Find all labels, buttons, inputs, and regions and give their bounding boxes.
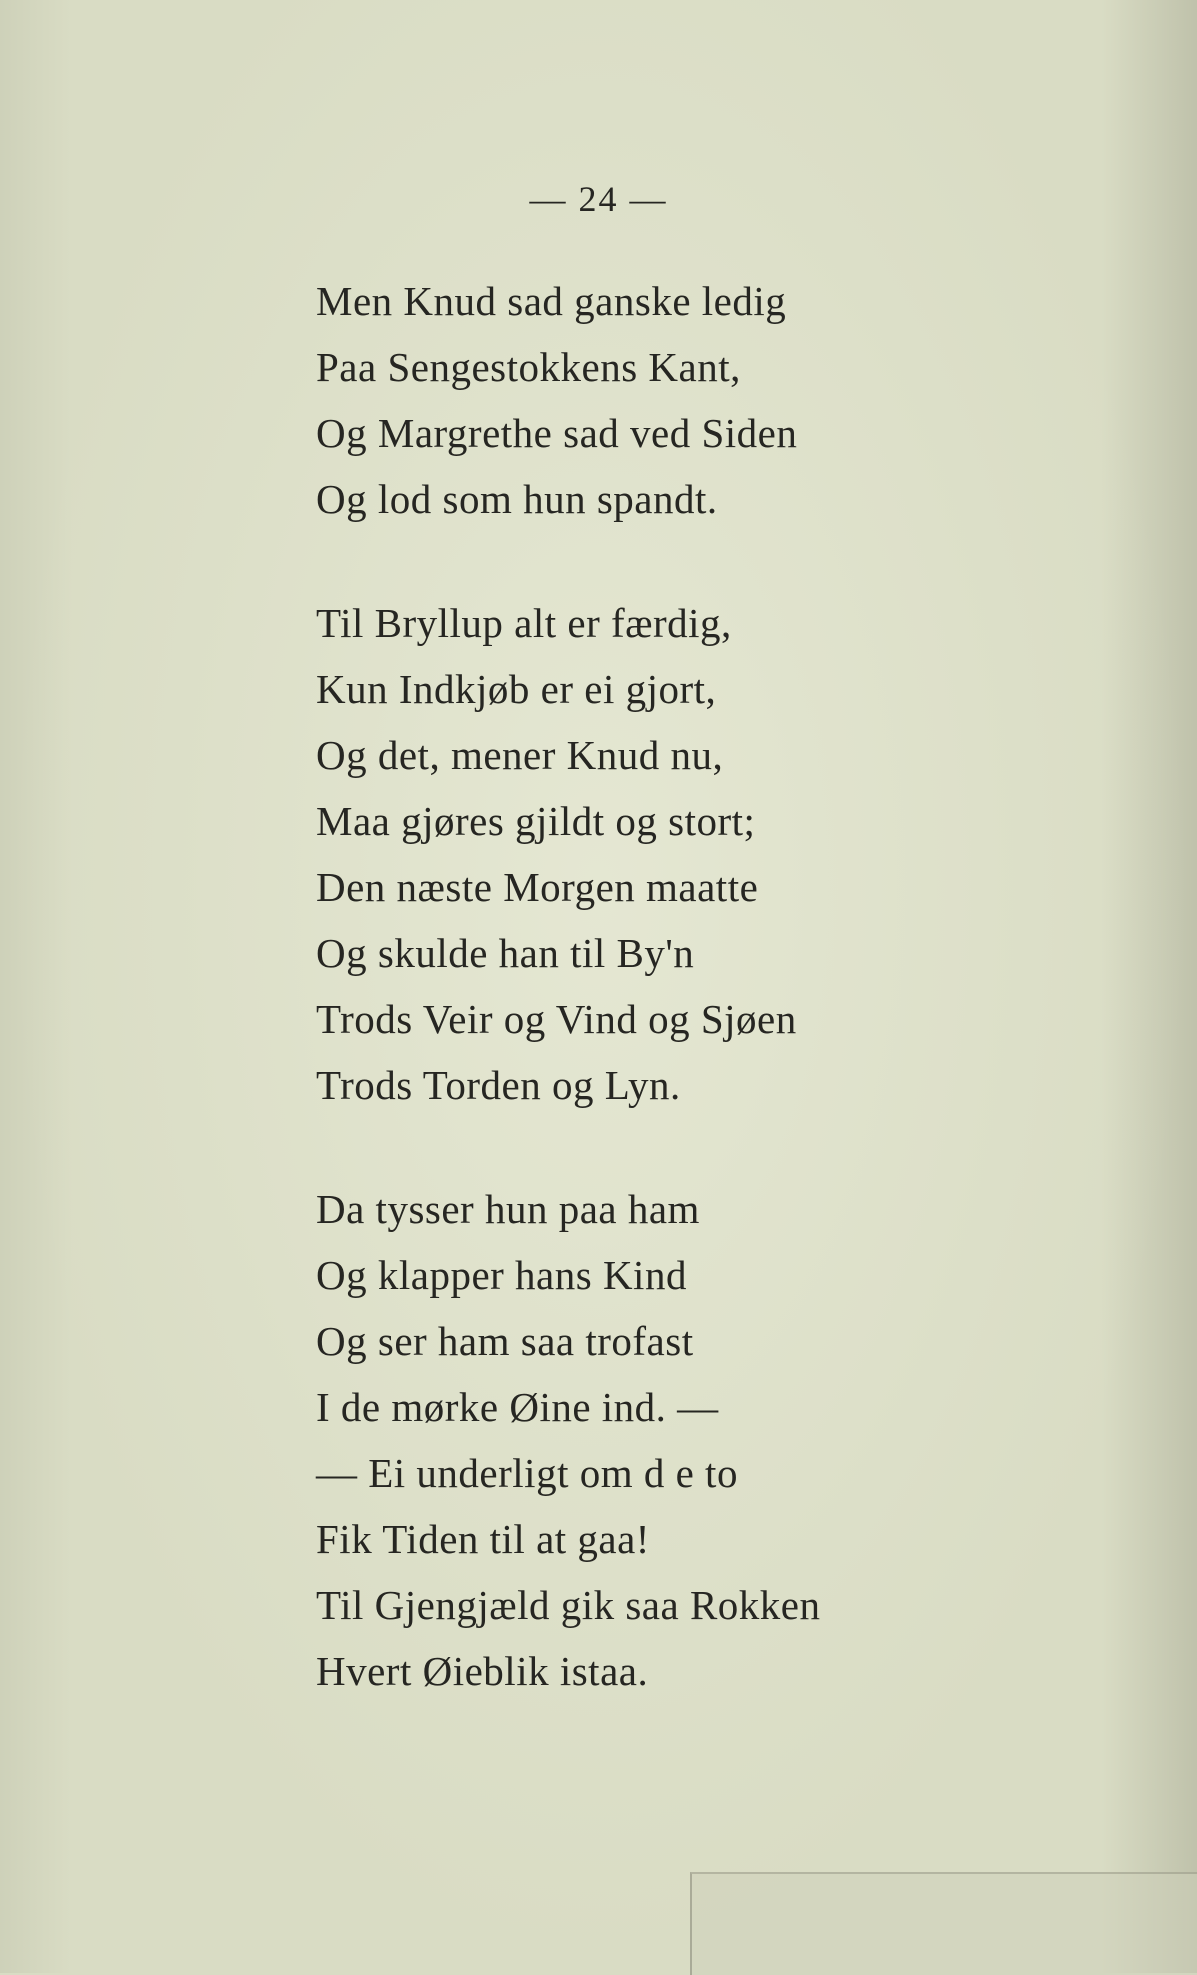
poem-line: Og Margrethe sad ved Siden bbox=[316, 410, 798, 456]
poem-line: Og lod som hun spandt. bbox=[316, 476, 718, 522]
poem-line: Da tysser hun paa ham bbox=[316, 1186, 700, 1232]
poem-line: Til Gjengjæld gik saa Rokken bbox=[316, 1582, 821, 1628]
poem-line: I de mørke Øine ind. — bbox=[316, 1384, 719, 1430]
page-number: — 24 — bbox=[529, 179, 668, 219]
poem-line: Og skulde han til By'n bbox=[316, 930, 695, 976]
poem-line: Og klapper hans Kind bbox=[316, 1252, 687, 1298]
poem-line: Den næste Morgen maatte bbox=[316, 864, 759, 910]
poem-line: Paa Sengestokkens Kant, bbox=[316, 344, 741, 390]
poem-line: Hvert Øieblik istaa. bbox=[316, 1648, 649, 1694]
stanza-1 bbox=[316, 268, 1136, 532]
poem bbox=[316, 268, 1136, 1762]
poem-line: Trods Veir og Vind og Sjøen bbox=[316, 996, 797, 1042]
poem-line: Trods Torden og Lyn. bbox=[316, 1062, 681, 1108]
poem-line: Maa gjøres gjildt og stort; bbox=[316, 798, 756, 844]
page-corner-edge bbox=[690, 1872, 1197, 1975]
poem-line: Til Bryllup alt er færdig, bbox=[316, 600, 732, 646]
poem-line: Og det, mener Knud nu, bbox=[316, 732, 724, 778]
stanza-3 bbox=[316, 1176, 1136, 1704]
poem-line: Men Knud sad ganske ledig bbox=[316, 278, 787, 324]
poem-line: — Ei underligt om d e to bbox=[316, 1450, 738, 1496]
stanza-2 bbox=[316, 590, 1136, 1118]
poem-line: Fik Tiden til at gaa! bbox=[316, 1516, 650, 1562]
poem-line: Kun Indkjøb er ei gjort, bbox=[316, 666, 717, 712]
poem-line: Og ser ham saa trofast bbox=[316, 1318, 694, 1364]
